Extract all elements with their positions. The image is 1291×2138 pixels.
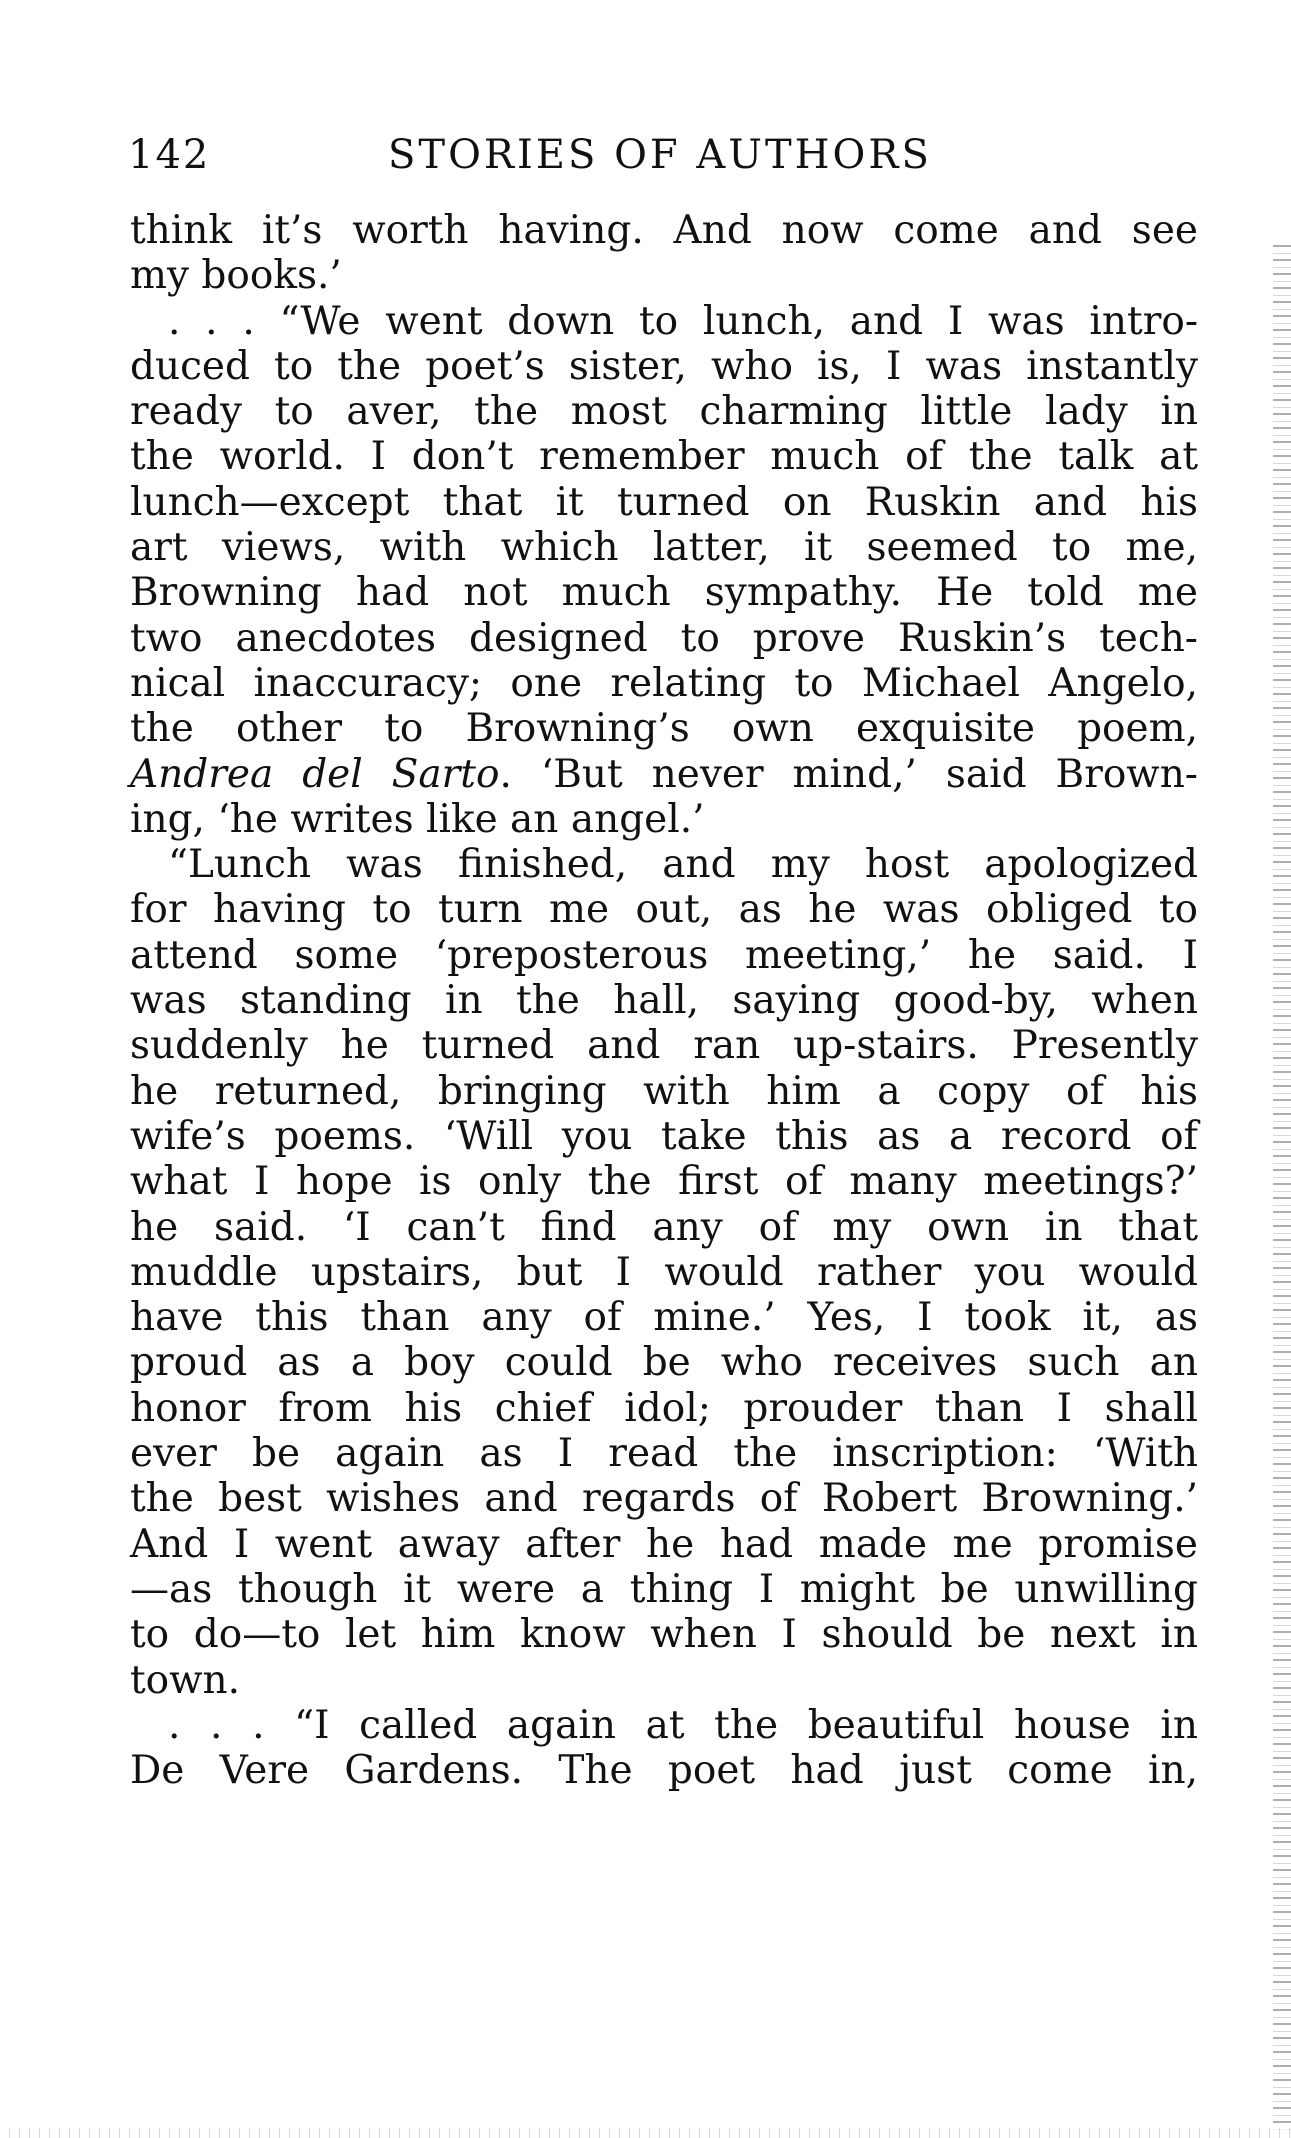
text-line: he returned, bringing with him a copy of his — [130, 1068, 1198, 1114]
text-line: ready to aver, the most charming little lady in — [130, 389, 1198, 435]
text-line: to do—to let him know when I should be next in — [130, 1612, 1198, 1658]
text-line: “Lunch was finished, and my host apologized — [168, 842, 1198, 888]
page-number: 142 — [128, 132, 211, 178]
text-line: lunch—except that it turned on Ruskin and his — [130, 479, 1198, 525]
text-line: ever be again as I read the inscription: ‘With — [130, 1431, 1198, 1477]
text-line: for having to turn me out, as he was obliged to — [130, 887, 1198, 933]
text-line: have this than any of mine.’ Yes, I took it, as — [130, 1295, 1198, 1341]
text-line: muddle upstairs, but I would rather you would — [130, 1249, 1198, 1295]
page-header — [128, 132, 1198, 192]
text-line: art views, with which latter, it seemed to me, — [130, 525, 1198, 571]
text-line: . . . “I called again at the beautiful house in — [168, 1702, 1198, 1748]
text-line-rest: . ‘But never mind,’ said Brown- — [499, 751, 1198, 797]
text-line: proud as a boy could be who receives such an — [130, 1340, 1198, 1386]
text-line: two anecdotes designed to prove Ruskin’s tech- — [130, 615, 1198, 661]
text-line: what I hope is only the first of many meetings?’ — [130, 1159, 1198, 1205]
text-line: honor from his chief idol; prouder than I shall — [130, 1385, 1198, 1431]
text-line: nical inaccuracy; one relating to Michael Angelo, — [130, 660, 1198, 706]
scan-edge-right — [1273, 240, 1291, 2130]
text-line: my books.’ — [130, 253, 342, 299]
scan-edge-bottom — [0, 2128, 1291, 2138]
italic-title: Andrea del Sarto — [130, 751, 500, 797]
running-head: STORIES OF AUTHORS — [388, 132, 932, 178]
text-line: town. — [130, 1657, 241, 1703]
text-line: he said. ‘I can’t find any of my own in that — [130, 1204, 1198, 1250]
text-line — [130, 752, 1198, 797]
text-line: the world. I don’t remember much of the talk at — [130, 434, 1198, 480]
text-line: —as though it were a thing I might be unwilling — [130, 1566, 1198, 1612]
text-line: De Vere Gardens. The poet had just come in, — [130, 1748, 1198, 1794]
text-line: duced to the poet’s sister, who is, I was instantly — [130, 343, 1198, 389]
body-text — [130, 208, 1198, 1793]
text-line: And I went away after he had made me promise — [130, 1521, 1198, 1567]
text-line: wife’s poems. ‘Will you take this as a record of — [130, 1113, 1198, 1159]
text-line: suddenly he turned and ran up-stairs. Presently — [130, 1023, 1198, 1069]
text-line: Browning had not much sympathy. He told me — [130, 570, 1198, 616]
text-line: was standing in the hall, saying good-by, when — [130, 978, 1198, 1024]
text-line: attend some ‘preposterous meeting,’ he said. I — [130, 932, 1198, 978]
text-line: ing, ‘he writes like an angel.’ — [130, 796, 705, 842]
text-line: . . . “We went down to lunch, and I was intro- — [168, 298, 1198, 344]
text-line: the other to Browning’s own exquisite poem, — [130, 706, 1198, 752]
text-line: think it’s worth having. And now come and see — [130, 208, 1198, 253]
text-line: the best wishes and regards of Robert Browning.’ — [130, 1476, 1198, 1522]
